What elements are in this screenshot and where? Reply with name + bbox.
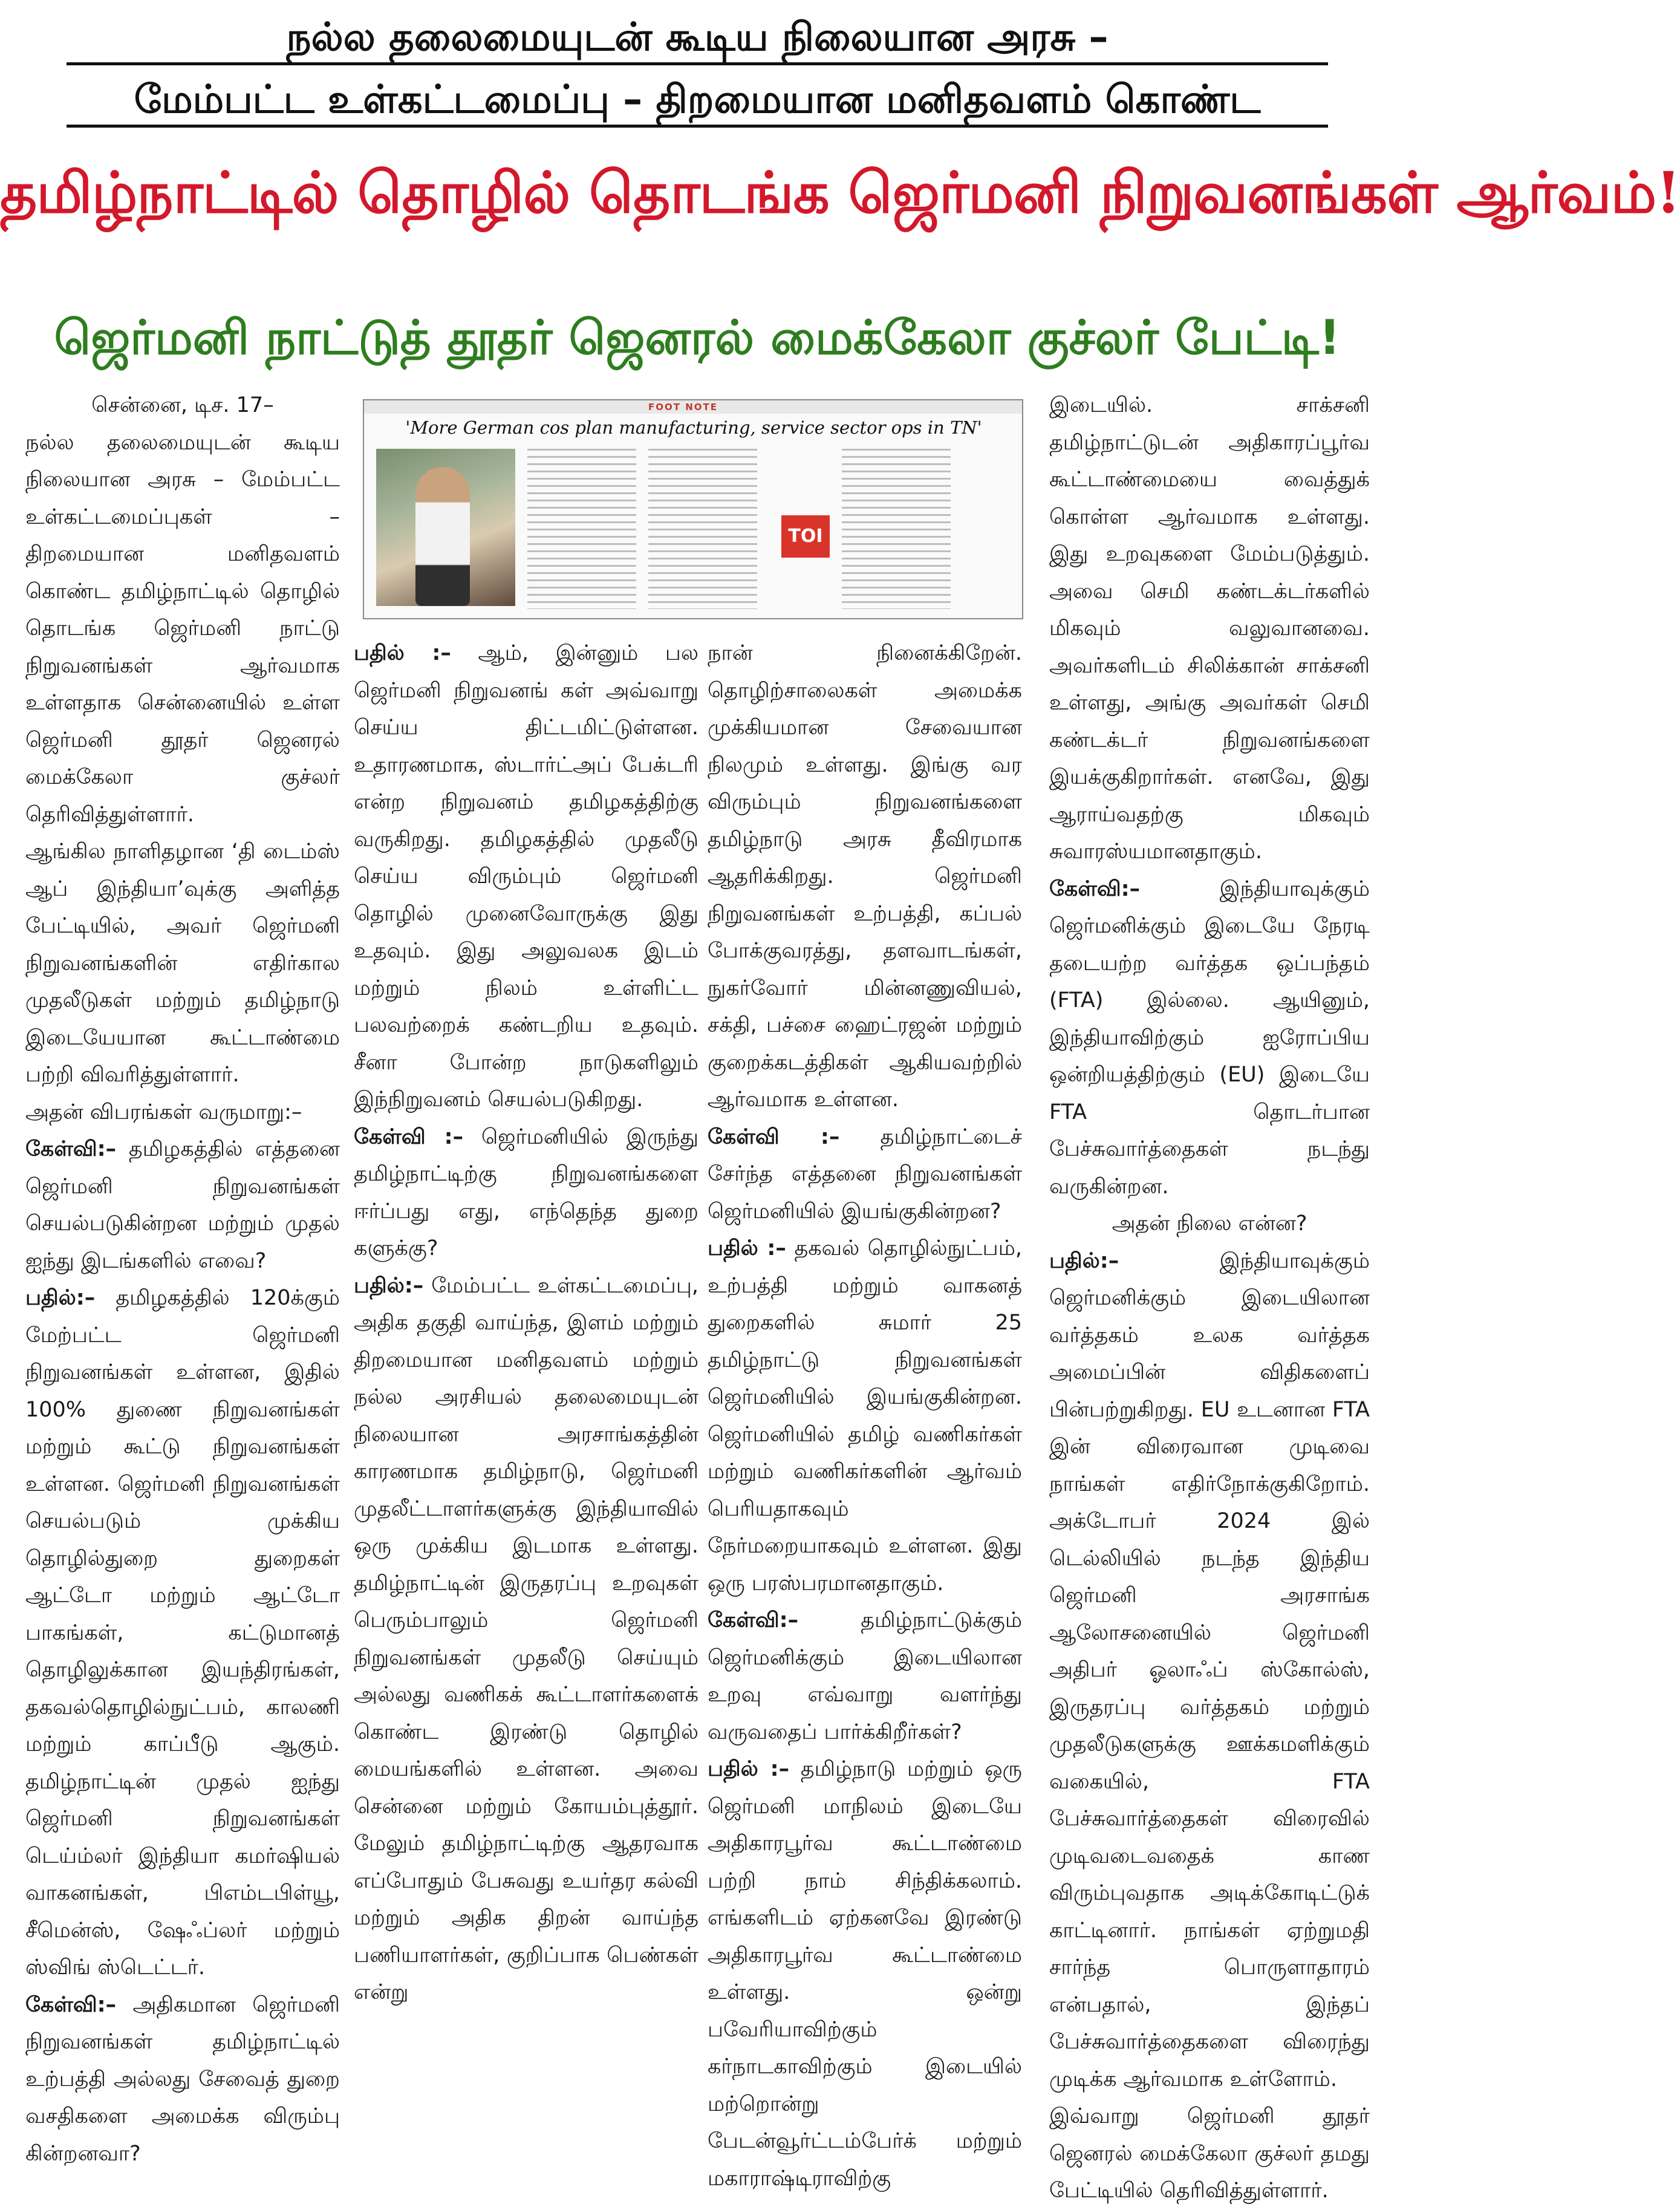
- clipping-text-column: [527, 449, 636, 609]
- kicker-line-2: மேம்பட்ட உள்கட்டமைப்பு – திறமையான மனிதவளம் கொண்ட: [134, 77, 1261, 122]
- question-paragraph: கேள்வி :– தமிழ்நாட்டைச் சேர்ந்த எத்தனை நிறுவனங்கள் ஜெர்மனியில் இயங்குகின்றன?: [708, 1124, 1022, 1224]
- kicker-rule-2: [67, 125, 1328, 128]
- question-paragraph: கேள்வி :– ஜெர்மனியில் இருந்து தமிழ்நாட்டிற்கு நிறுவனங்களை ஈர்ப்பது எது, எந்தெந்த துறை களுக்கு?: [354, 1124, 698, 1260]
- answer-paragraph: இடையில். சாக்சனி தமிழ்நாட்டுடன் அதிகாரப்பூர்வ கூட்டாண்மையை வைத்துக் கொள்ள ஆர்வமாக உள்ளது. இது உறவுகளை மேம்படுத்தும். அவை செமி கண்டக்டர்களில் மிகவும் வலுவானவை. அவர்களிடம் சிலிக்கான் சாக்சனி உள்ளது, அங்கு அவர்கள் செமி கண்டக்டர் நிறுவனங்களை இயக்குகிறார்கள். எனவே, இது ஆராய்வதற்கு மிகவும் சுவாரஸ்யமானதாகும்.: [1049, 393, 1370, 864]
- clipping-title: 'More German cos plan manufacturing, service sector ops in TN': [405, 417, 982, 438]
- answer-paragraph: பதில்:– தமிழகத்தில் 120க்கும் மேற்பட்ட ஜெர்மனி நிறுவனங்கள் உள்ளன, இதில் 100% துணை நிறுவனங்கள் மற்றும் கூட்டு நிறுவனங்கள் உள்ளன. ஜெர்மனி நிறுவனங்கள் செயல்படும் முக்கிய தொழில்துறை துறைகள் ஆட்டோ மற்றும் ஆட்டோ பாகங்கள், கட்டுமானத் தொழிலுக்கான இயந்திரங்கள், தகவல்தொழில்நுட்பம், காலணி மற்றும் காப்பீடு ஆகும். தமிழ்நாட்டின் முதல் ஐந்து ஜெர்மனி நிறுவனங்கள் டெய்ம்லர் இந்தியா கமர்ஷியல் வாகனங்கள், பிஎம்டபிள்யூ, சீமென்ஸ், ஷேஃப்லர் மற்றும் ஸ்விங் ஸ்டெட்டர்.: [25, 1286, 340, 1980]
- article-column-3: [708, 635, 1022, 2191]
- article-column-1: [25, 387, 340, 2166]
- article-paragraph: அதன் விபரங்கள் வருமாறு:–: [25, 1100, 302, 1124]
- clipping-person-figure: [415, 467, 470, 606]
- newspaper-clipping-image: [363, 399, 1023, 619]
- answer-label: பதில் :–: [708, 1757, 790, 1781]
- answer-label: பதில் :–: [354, 641, 451, 665]
- clipping-tag: FOOT NOTE: [648, 402, 718, 412]
- question-label: கேள்வி:–: [25, 1137, 117, 1161]
- answer-label: பதில் :–: [708, 1236, 786, 1260]
- dateline: சென்னை, டிச. 17–: [91, 393, 274, 417]
- answer-label: பதில்:–: [25, 1286, 96, 1310]
- question-paragraph: கேள்வி:– இந்தியாவுக்கும் ஜெர்மனிக்கும் இடையே நேரடி தடையற்ற வர்த்தக ஒப்பந்தம் (FTA) இல்லை. ஆயினும், இந்தியாவிற்கும் ஐரோப்பிய ஒன்றியத்திற்கும் (EU) இடையே FTA தொடர்பான பேச்சுவார்த்தைகள் நடந்து வருகின்றன.: [1049, 876, 1370, 1199]
- answer-label: பதில்:–: [354, 1273, 424, 1298]
- answer-paragraph: பதில் :– ஆம், இன்னும் பல ஜெர்மனி நிறுவனங் கள் அவ்வாறு செய்ய திட்டமிட்டுள்ளன. உதாரணமாக, ஸ்டார்ட்அப் பேக்டரி என்ற நிறுவனம் தமிழகத்திற்கு வருகிறது. தமிழகத்தில் முதலீடு செய்ய விரும்பும் ஜெர்மனி தொழில் முனைவோருக்கு இது உதவும். இது அலுவலக இடம் மற்றும் நிலம் உள்ளிட்ட பலவற்றைக் கண்டறிய உதவும். சீனா போன்ற நாடுகளிலும் இந்நிறுவனம் செயல்படுகிறது.: [354, 641, 698, 1112]
- headline: தமிழ்நாட்டில் தொழில் தொடங்க ஜெர்மனி நிறுவனங்கள் ஆர்வம்!: [0, 160, 1680, 226]
- answer-paragraph: பதில் :– தகவல் தொழில்நுட்பம், உற்பத்தி மற்றும் வாகனத் துறைகளில் சுமார் 25 தமிழ்நாட்டு நிறுவனங்கள் ஜெர்மனியில் இயங்குகின்றன. ஜெர்மனியில் தமிழ் வணிகர்கள் மற்றும் வணிகர்களின் ஆர்வம் பெரியதாகவும் நேர்மறையாகவும் உள்ளன. இது ஒரு பரஸ்பரமானதாகும்.: [708, 1236, 1022, 1596]
- article-column-2: [354, 635, 698, 2004]
- question-paragraph: கேள்வி:– அதிகமான ஜெர்மனி நிறுவனங்கள் தமிழ்நாட்டில் உற்பத்தி அல்லது சேவைத் துறை வசதிகளை அமைக்க விரும்பு கின்றனவா?: [25, 1992, 340, 2166]
- question-label: கேள்வி :–: [354, 1124, 464, 1149]
- question-paragraph: கேள்வி:– தமிழ்நாட்டுக்கும் ஜெர்மனிக்கும் இடையிலான உறவு எவ்வாறு வளர்ந்து வருவதைப் பார்க்கிறீர்கள்?: [708, 1608, 1022, 1744]
- answer-paragraph: நான் நினைக்கிறேன். தொழிற்சாலைகள் அமைக்க முக்கியமான சேவையான நிலமும் உள்ளது. இங்கு வர விரும்பும் நிறுவனங்களை தமிழ்நாடு அரசு தீவிரமாக ஆதரிக்கிறது. ஜெர்மனி நிறுவனங்கள் உற்பத்தி, கப்பல் போக்குவரத்து, தளவாடங்கள், நுகர்வோர் மின்னணுவியல், சக்தி, பச்சை ஹைட்ரஜன் மற்றும் குறைக்கடத்திகள் ஆகியவற்றில் ஆர்வமாக உள்ளன.: [708, 641, 1022, 1112]
- article-column-4: [1049, 387, 1370, 2203]
- question-paragraph: கேள்வி:– தமிழகத்தில் எத்தனை ஜெர்மனி நிறுவனங்கள் செயல்படுகின்றன மற்றும் முதல் ஐந்து இடங்களில் எவை?: [25, 1137, 340, 1273]
- article-paragraph: ஆங்கில நாளிதழான ‘தி டைம்ஸ் ஆப் இந்தியா’வுக்கு அளித்த பேட்டியில், அவர் ஜெர்மனி நிறுவனங்களின் எதிர்கால முதலீடுகள் மற்றும் தமிழ்நாடு இடையேயான கூட்டாண்மை பற்றி விவரித்துள்ளார்.: [25, 839, 340, 1087]
- clipping-text-column: [648, 449, 757, 609]
- question-label: கேள்வி :–: [708, 1124, 840, 1149]
- answer-label: பதில்:–: [1049, 1248, 1119, 1273]
- kicker-rule-1: [67, 62, 1328, 65]
- question-paragraph: அதன் நிலை என்ன?: [1112, 1211, 1307, 1236]
- clipping-text-column: [842, 449, 951, 609]
- question-label: கேள்வி:–: [25, 1992, 117, 2017]
- answer-paragraph: பதில்:– இந்தியாவுக்கும் ஜெர்மனிக்கும் இடையிலான வர்த்தகம் உலக வர்த்தக அமைப்பின் விதிகளைப் பின்பற்றுகிறது. EU உடனான FTA இன் விரைவான முடிவை நாங்கள் எதிர்நோக்குகிறோம். அக்டோபர் 2024 இல் டெல்லியில் நடந்த இந்திய ஜெர்மனி அரசாங்க ஆலோசனையில் ஜெர்மனி அதிபர் ஓலாஃப் ஸ்கோல்ஸ், இருதரப்பு வர்த்தகம் மற்றும் முதலீடுகளுக்கு ஊக்கமளிக்கும் வகையில், FTA பேச்சுவார்த்தைகள் விரைவில் முடிவடைவதைக் காண விரும்புவதாக அடிக்கோடிட்டுக் காட்டினார். நாங்கள் ஏற்றுமதி சார்ந்த பொருளாதாரம் என்பதால், இந்தப் பேச்சுவார்த்தைகளை விரைந்து முடிக்க ஆர்வமாக உள்ளோம்.: [1049, 1248, 1370, 2091]
- kicker-line-1: நல்ல தலைமையுடன் கூடிய நிலையான அரசு –: [286, 15, 1109, 60]
- subhead: ஜெர்மனி நாட்டுத் தூதர் ஜெனரல் மைக்கேலா குச்லர் பேட்டி!: [54, 311, 1341, 365]
- clipping-badge: TOI: [781, 515, 830, 558]
- answer-paragraph: பதில்:– மேம்பட்ட உள்கட்டமைப்பு, அதிக தகுதி வாய்ந்த, இளம் மற்றும் திறமையான மனிதவளம் மற்றும் நல்ல அரசியல் தலைமையுடன் நிலையான அரசாங்கத்தின் காரணமாக தமிழ்நாடு, ஜெர்மனி முதலீட்டாளர்களுக்கு இந்தியாவில் ஒரு முக்கிய இடமாக உள்ளது. தமிழ்நாட்டின் இருதரப்பு உறவுகள் பெரும்பாலும் ஜெர்மனி நிறுவனங்கள் முதலீடு செய்யும் அல்லது வணிகக் கூட்டாளர்களைக் கொண்ட இரண்டு தொழில் மையங்களில் உள்ளன. அவை சென்னை மற்றும் கோயம்புத்தூர். மேலும் தமிழ்நாட்டிற்கு ஆதரவாக எப்போதும் பேசுவது உயர்தர கல்வி மற்றும் அதிக திறன் வாய்ந்த பணியாளர்கள், குறிப்பாக பெண்கள் என்று: [354, 1273, 698, 2004]
- question-label: கேள்வி:–: [1049, 876, 1141, 901]
- question-label: கேள்வி:–: [708, 1608, 799, 1632]
- article-paragraph: நல்ல தலைமையுடன் கூடிய நிலையான அரசு – மேம்பட்ட உள்கட்டமைப்புகள் – திறமையான மனிதவளம் கொண்ட தமிழ்நாட்டில் தொழில் தொடங்க ஜெர்மனி நாட்டு நிறுவனங்கள் ஆர்வமாக உள்ளதாக சென்னையில் உள்ள ஜெர்மனி தூதர் ஜெனரல் மைக்கேலா குச்லர் தெரிவித்துள்ளார்.: [25, 430, 340, 827]
- answer-paragraph: பதில் :– தமிழ்நாடு மற்றும் ஒரு ஜெர்மனி மாநிலம் இடையே அதிகாரபூர்வ கூட்டாண்மை பற்றி நாம் சிந்திக்கலாம். எங்களிடம் ஏற்கனவே இரண்டு அதிகாரபூர்வ கூட்டாண்மை உள்ளது. ஒன்று பவேரியாவிற்கும் கர்நாடகாவிற்கும் இடையில் மற்றொன்று பேடன்வூர்ட்டம்பேர்க் மற்றும் மகாராஷ்டிராவிற்கு: [708, 1757, 1022, 2191]
- closing-paragraph: இவ்வாறு ஜெர்மனி தூதர் ஜெனரல் மைக்கேலா குச்லர் தமது பேட்டியில் தெரிவித்துள்ளார்.: [1049, 2104, 1370, 2203]
